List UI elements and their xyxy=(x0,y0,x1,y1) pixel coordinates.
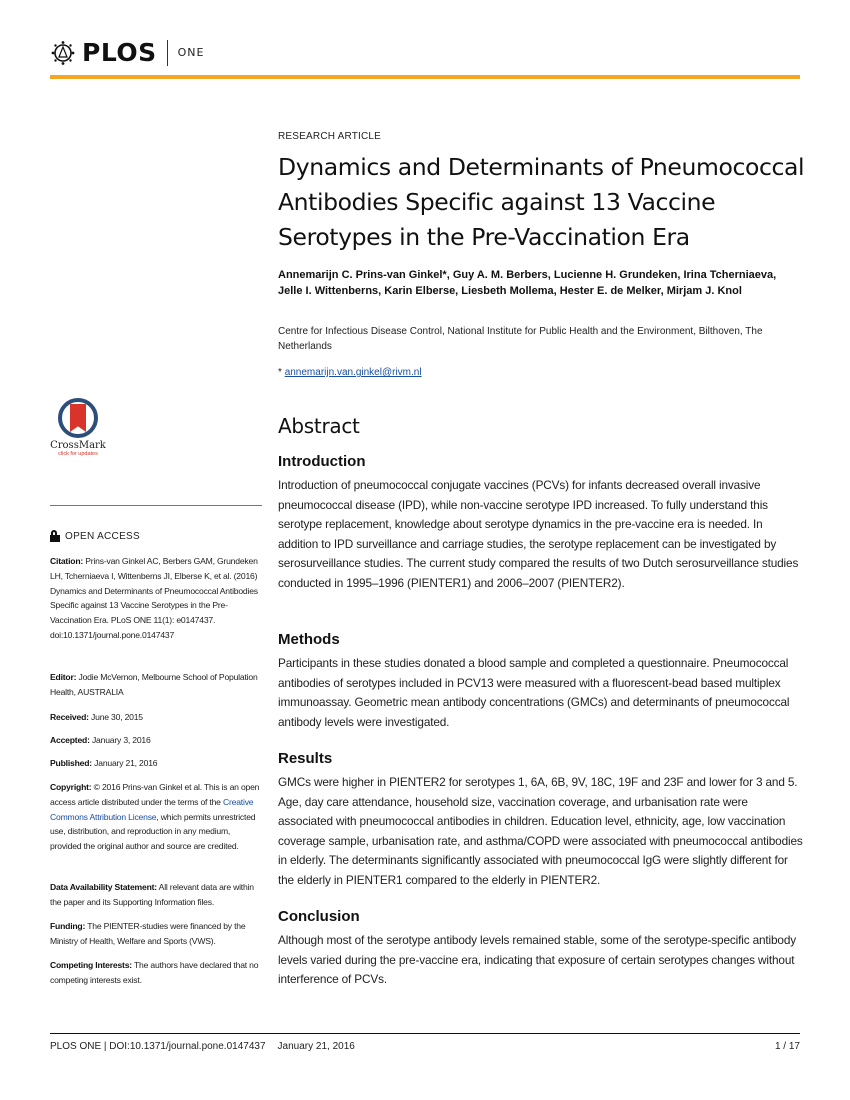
crossmark-icon xyxy=(58,398,98,438)
header-accent-bar xyxy=(50,75,800,79)
competing-interests-label: Competing Interests: xyxy=(50,960,132,970)
cc-license-link[interactable]: Creative Commons Attribution License xyxy=(50,796,254,822)
email-link[interactable]: annemarijn.van.ginkel@rivm.nl xyxy=(284,367,422,378)
data-availability-block xyxy=(50,880,262,910)
author-list: Annemarijn C. Prins-van Ginkel*, Guy A. M. Berbers, Lucienne H. Grundeken, Irina Tcherniaeva, Jelle I. Wittenberns, Karin Elberse, Liesbeth Mollema, Hester E. de Melker, Mirjam J. Knol xyxy=(278,269,777,297)
received-date: June 30, 2015 xyxy=(91,712,143,722)
copyright-block xyxy=(50,780,262,854)
editor-label: Editor: xyxy=(50,672,77,682)
accepted-date: January 3, 2016 xyxy=(91,735,151,745)
open-lock-icon xyxy=(50,530,60,542)
accepted-label: Accepted: xyxy=(50,735,90,745)
article-title: Dynamics and Determinants of Pneumococcal Antibodies Specific against 13 Vaccine Serotypes in the Pre-Vaccination Era xyxy=(278,153,805,251)
introduction-heading: Introduction xyxy=(278,453,366,470)
funding-text: The PIENTER-studies were financed by the Ministry of Health, Welfare and Sports (VWS). xyxy=(50,921,246,946)
footer-citation xyxy=(50,1041,355,1052)
editor-block xyxy=(50,670,262,700)
copyright-text: © 2016 Prins-van Ginkel et al. This is an open access article distributed under the terms of the xyxy=(50,782,260,807)
accepted-block xyxy=(50,733,262,748)
sidebar-divider xyxy=(50,505,262,506)
plos-one-logo[interactable] xyxy=(50,38,204,67)
footer-divider xyxy=(50,1033,800,1034)
logo-divider xyxy=(167,40,168,66)
plos-globe-icon xyxy=(50,40,76,66)
footer-date: January 21, 2016 xyxy=(277,1041,355,1052)
page-number: 1 / 17 xyxy=(774,1041,800,1052)
footer-journal-doi: PLOS ONE | DOI:10.1371/journal.pone.0147437 xyxy=(50,1041,266,1052)
logo-plos-text: PLOS xyxy=(82,38,157,67)
published-date: January 21, 2016 xyxy=(94,758,158,768)
received-block xyxy=(50,710,262,725)
results-text: GMCs were higher in PIENTER2 for serotypes 1, 6A, 6B, 9V, 18C, 19F and 23F and lower for 3 and 5. Age, day care attendance, household size, vaccination coverage, and urbanisation rate were associated with pneumococcal antibodies in children. Education level, ethnicity, age, low vaccination coverage sample, urbanisation rate, and asthma/COPD were associated with pneumococcal antibodies in elderly. The determinants significantly associated with pneumococcal IgG were slightly different for the elderly in PIENTER1 compared to the elderly in PIENTER2. xyxy=(278,775,803,887)
methods-heading: Methods xyxy=(278,631,340,648)
competing-interests-block xyxy=(50,958,262,988)
conclusion-heading: Conclusion xyxy=(278,908,360,925)
citation-label: Citation: xyxy=(50,556,84,566)
citation-block xyxy=(50,554,262,643)
data-availability-text: All relevant data are within the paper and its Supporting Information files. xyxy=(50,882,254,907)
open-access-badge xyxy=(50,530,140,542)
open-access-label: OPEN ACCESS xyxy=(65,530,140,542)
crossmark-badge[interactable] xyxy=(50,398,106,457)
logo-one-text: ONE xyxy=(177,46,205,59)
published-label: Published: xyxy=(50,758,92,768)
methods-text: Participants in these studies donated a blood sample and completed a questionnaire. Pneumococcal antibodies of serotypes included in PCV13 were measured with a fluorescent-bead based multiplex immunoassay. Geometric mean antibody concentrations (GMCs) and determinants of pneumococcal antibody levels were investigated. xyxy=(278,656,790,729)
affiliation: Centre for Infectious Disease Control, National Institute for Public Health and the Environment, Bilthoven, The Netherlands xyxy=(278,326,763,352)
email-asterisk: * xyxy=(278,367,282,378)
copyright-label: Copyright: xyxy=(50,782,92,792)
data-availability-label: Data Availability Statement: xyxy=(50,882,157,892)
copyright-text-rest: , which permits unrestricted use, distribution, and reproduction in any medium, provided the original author and source are credited. xyxy=(50,811,256,852)
competing-interests-text: The authors have declared that no competing interests exist. xyxy=(50,960,259,985)
conclusion-text: Although most of the serotype antibody levels remained stable, some of the serotype-specific antibody levels varied during the pre-vaccine era, indicating that exposure of certain serotypes changes without interference of PCVs. xyxy=(278,933,796,987)
crossmark-sublabel: click for updates xyxy=(58,451,98,457)
introduction-text: Introduction of pneumococcal conjugate vaccines (PCVs) for infants decreased overall invasive pneumococcal disease (IPD), while non-vaccine serotype IPD increased. To fully understand this serotype replacement, knowledge about serotype dynamics in the pre-vaccine era is needed. In addition to IPD surveillance and carriage studies, the serotype replacement can be investigated by serosurveillance studies. The current study compared the results of two Dutch serosurveillance studies conducted in 1995–1996 (PIENTER1) and 2006–2007 (PIENTER2). xyxy=(278,478,799,590)
published-block xyxy=(50,756,262,771)
citation-text: Prins-van Ginkel AC, Berbers GAM, Grundeken LH, Tcherniaeva I, Wittenberns JI, Elberse K, et al. (2016) Dynamics and Determinants of Pneumococcal Antibodies Specific against 13 Vaccine Serotypes in the Pre-Vaccination Era. PLoS ONE 11(1): e0147437. doi:10.1371/journal.pone.0147437 xyxy=(50,556,258,640)
received-label: Received: xyxy=(50,712,89,722)
results-heading: Results xyxy=(278,750,333,767)
article-type: RESEARCH ARTICLE xyxy=(278,131,382,142)
crossmark-label: CrossMark xyxy=(50,440,106,451)
corresponding-email xyxy=(278,367,422,378)
funding-label: Funding: xyxy=(50,921,86,931)
abstract-heading: Abstract xyxy=(278,414,360,438)
editor-text: Jodie McVernon, Melbourne School of Population Health, AUSTRALIA xyxy=(50,672,258,697)
funding-block xyxy=(50,919,262,949)
